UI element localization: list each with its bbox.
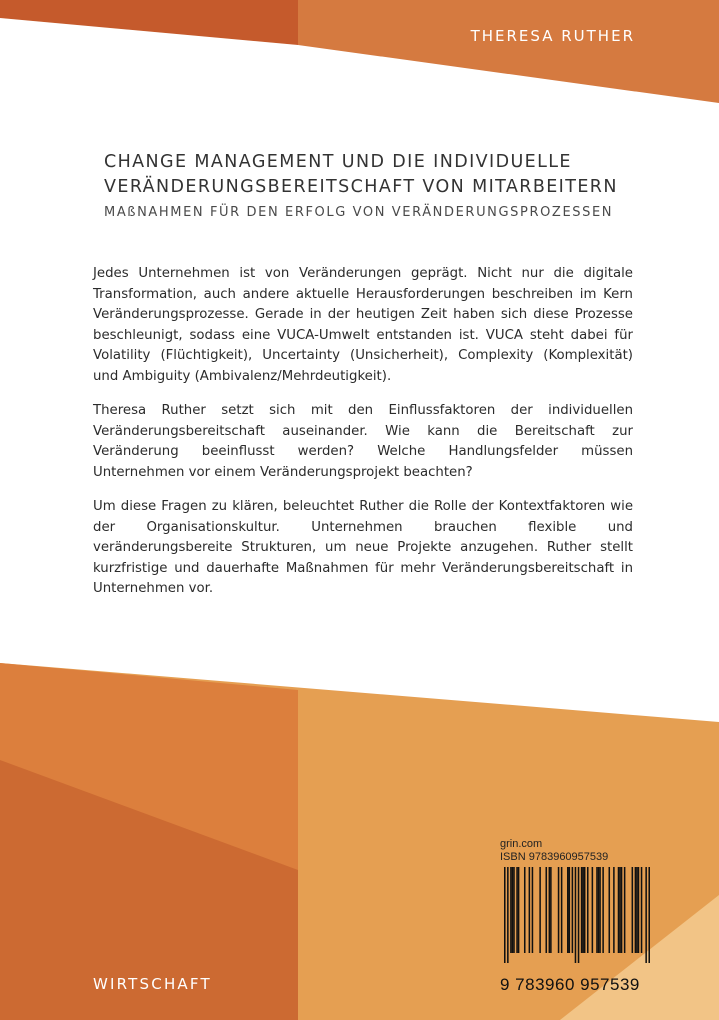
isbn-label: ISBN 9783960957539 [500,851,609,863]
barcode-bar [504,867,506,963]
barcode-bar [549,867,551,953]
barcode-bar [598,867,600,953]
barcode-bar [645,867,647,963]
barcode-bar [575,867,577,963]
category-label: WIRTSCHAFT [93,975,212,993]
barcode-bar [618,867,620,953]
barcode-bar [613,867,615,953]
blurb-paragraph-3: Um diese Fragen zu klären, beleuchtet Ruther die Rolle der Kontextfaktoren wie der Organisationskultur. Unternehmen brauchen flexible und veränderungsbereite Strukturen, um neue Projekte anzugehen. Ruther stellt kurzfristige und dauerhafte Maßnahmen für mehr Veränderungsbereitschaft in Unternehmen vor. [93,499,633,596]
barcode-bar [524,867,526,953]
barcode-bar [513,867,515,953]
publisher-url: grin.com [500,838,543,850]
book-subtitle: MAßNAHMEN FÜR DEN ERFOLG VON VERÄNDERUNGSPROZESSEN [104,205,614,220]
barcode-bar [596,867,598,953]
barcode-bars [504,867,650,963]
book-title-line-1: CHANGE MANAGEMENT UND DIE INDIVIDUELLE [104,152,572,172]
book-title [104,150,684,200]
barcode-bar [532,867,534,953]
barcode-bar [638,867,640,953]
barcode-bar [545,867,547,953]
barcode-digits: 9 783960 957539 [500,975,640,994]
barcode-bar [578,867,580,963]
barcode-bar [599,867,601,953]
barcode-bar [581,867,583,953]
blurb-paragraph-1: Jedes Unternehmen ist von Veränderungen geprägt. Nicht nur die digitale Transformation, auch andere aktuelle Herausforderungen beschreiben im Kern Veränderungsprozesse. Gerade in der heutigen Zeit haben sich diese Prozesse beschleunigt, sodass eine VUCA-Umwelt entstanden ist. VUCA steht dabei für Volatility (Flüchtigkeit), Uncertainty (Unsicherheit), Complexity (Komplexität) und Ambiguity (Ambivalenz/Mehrdeutigkeit). [93,266,633,384]
barcode-bar [558,867,560,953]
barcode-area [500,867,650,994]
barcode-bar [516,867,518,953]
barcode-bar [567,867,569,953]
book-title-line-2: VERÄNDERUNGSBEREITSCHAFT VON MITARBEITERN [104,177,618,197]
barcode-bar [619,867,621,953]
barcode-bar [602,867,604,953]
barcode-bar [572,867,574,953]
barcode-block [500,838,650,994]
barcode-bar [582,867,584,953]
blurb-paragraph-2: Theresa Ruther setzt sich mit den Einflussfaktoren der individuellen Veränderungsbereitschaft auseinander. Wie kann die Bereitschaft zur Veränderung beeinflusst werden? Welche Handlungsfelder müssen Unternehmen vor einem Veränderungsprojekt beachten? [93,403,633,480]
barcode-bar [507,867,509,963]
barcode-bar [621,867,623,953]
barcode-bar [624,867,626,953]
blurb [93,264,633,614]
barcode-bar [561,867,563,953]
barcode-bar [609,867,611,953]
barcode-bar [550,867,552,953]
barcode-bar [518,867,520,953]
barcode-bar [587,867,589,953]
barcode-bar [539,867,541,953]
author-name: THERESA RUTHER [470,27,635,45]
barcode-bar [512,867,514,953]
barcode-bar [636,867,638,953]
barcode-bar [592,867,594,953]
barcode-bar [641,867,643,953]
barcode-bar [569,867,571,953]
barcode-bar [632,867,634,953]
barcode-bar [584,867,586,953]
barcode-bar [635,867,637,953]
barcode-bar [648,867,650,963]
barcode-bar [529,867,531,953]
barcode-bar [510,867,512,953]
